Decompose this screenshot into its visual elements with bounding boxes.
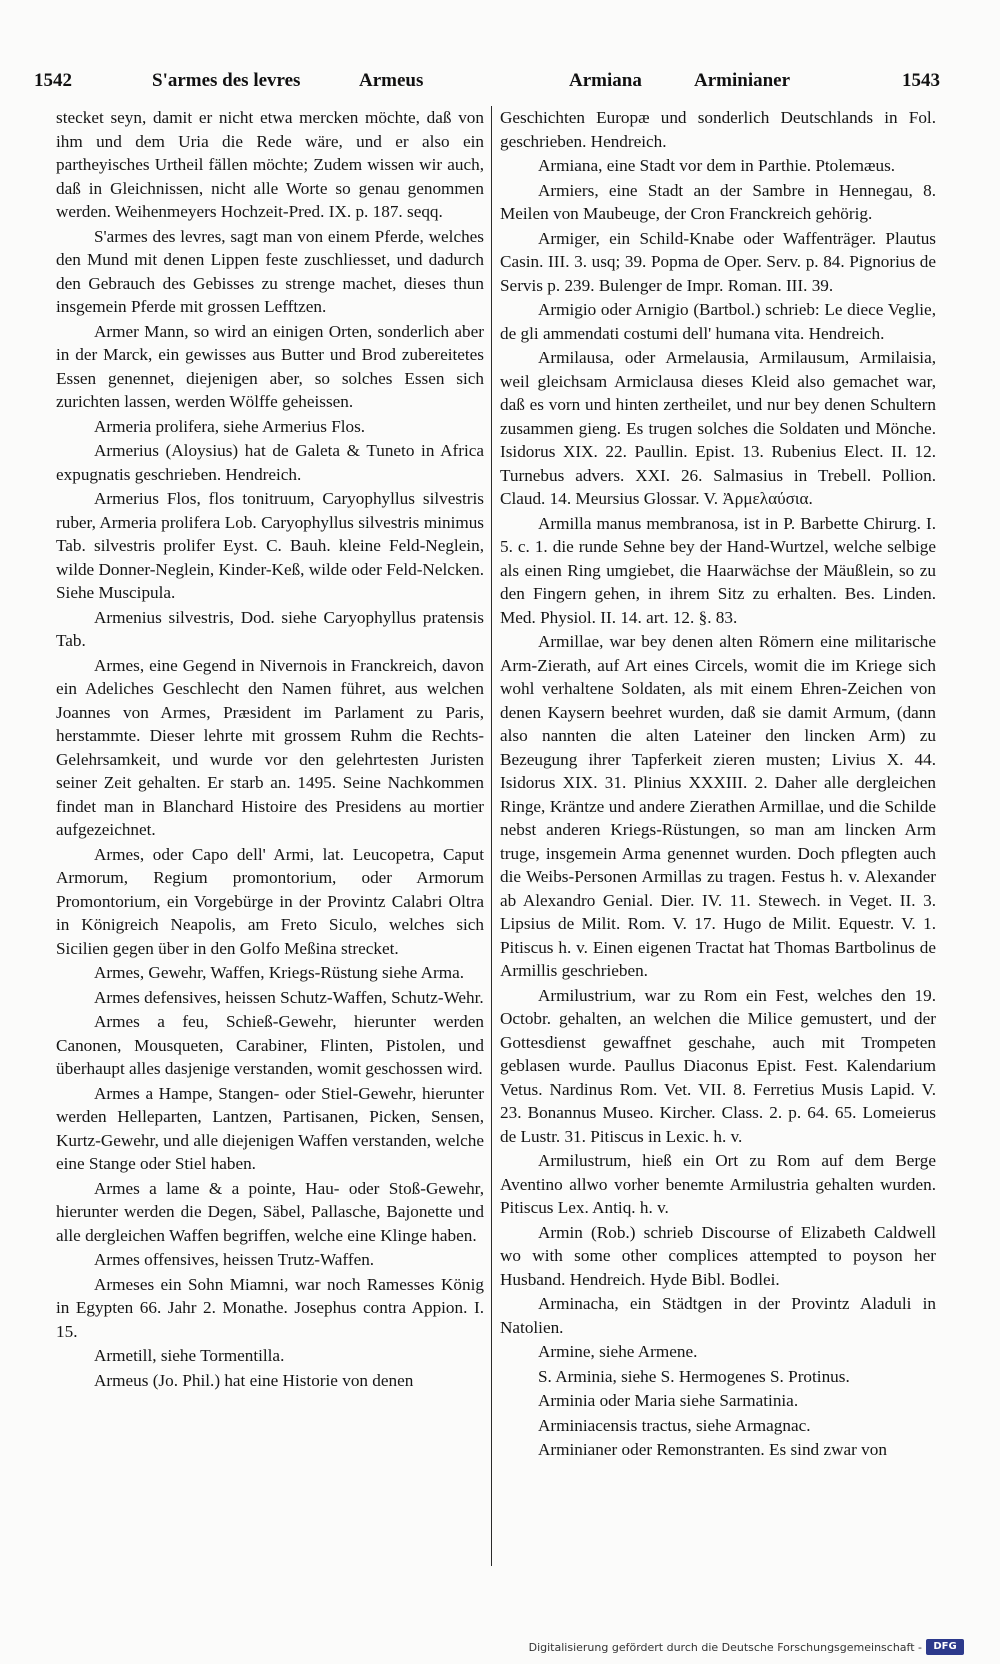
entry-paragraph: Armiger, ein Schild-Knabe oder Waffenträger. Plautus Casin. III. 3. usq; 39. Popma de Oper. Serv. p. 84. Pignorius de Servis p. 239. Bulenger de Impr. Roman. III. 39. [500,228,936,295]
entry-paragraph: Armiers, eine Stadt an der Sambre in Hennegau, 8. Meilen von Maubeuge, der Cron Franckreich gehörig. [500,180,936,223]
entry-paragraph: Arminia oder Maria siehe Sarmatinia. [538,1391,799,1410]
entry-paragraph: Armilustrium, war zu Rom ein Fest, welches den 19. Octobr. gehalten, an welchen die Milice gemustert, und der Gottesdienst gewaffnet geschahe, auch mit Trompeten geblasen wurde. Paullus Diaconus Epist. Fest. Kalendarium Vetus. Nardinus Rom. Vet. VII. 8. Ferretius Musis Lapid. V. 23. Bonannus Museo. Kircher. Class. 2. p. 64. 65. Lomeierus de Lustr. 31. Pitiscus in Lexic. h. v. [500,985,936,1146]
footer [528,1638,980,1660]
right-column [500,106,936,1596]
entry-paragraph: Armeria prolifera, siehe Armerius Flos. [94,416,366,436]
entry-paragraph: Arminiacensis tractus, siehe Armagnac. [538,1415,811,1435]
column-divider [491,106,492,1566]
entry-paragraph: S. Arminia, siehe S. Hermogenes S. Protinus. [538,1366,850,1386]
entry-paragraph: Arminianer oder Remonstranten. Es sind zwar von [538,1440,887,1459]
entry-paragraph: stecket seyn, damit er nicht etwa mercken möchte, daß von ihm und dem Uria die Rede wäre, und er also ein partheyisches Urtheil fällen möchte; Zudem wissen wir auch, daß in Gleichnissen, nicht alle Worte so genau genommen werden. Weihenmeyers Hochzeit-Pred. IX. p. 187. seqq. [56,108,484,221]
entry-paragraph: Armine, siehe Armene. [538,1342,698,1361]
entry-paragraph: Armes a feu, Schieß-Gewehr, hierunter werden Canonen, Mousqueten, Carabiner, Flinten, Pistolen, und überhaupt alles dasjenige verstanden, womit geschossen wird. [56,1012,484,1078]
entry-paragraph: Arminacha, ein Städtgen in der Provintz Aladuli in Natolien. [500,1294,936,1337]
entry-paragraph: Armes, eine Gegend in Nivernois in Franckreich, davon ein Adeliches Geschlecht den Namen führet, aus welchen Joannes von Armes, Præsident im Parlament zu Paris, herstammte. Dieser lehrte mit grossem Ruhm die Rechts-Gelehrsamkeit, und wurde vor den gelehrtesten Juristen seiner Zeit gehalten. Er starb an. 1495. Seine Nachkommen findet man in Blanchard Histoire des Presidens au mortier aufgezeichnet. [56,655,484,839]
entry-paragraph: Armerius Flos, flos tonitruum, Caryophyllus silvestris ruber, Armeria prolifera Lob. Caryophyllus silvestris minimus Tab. silvestris prolifer Eyst. C. Bauh. kleine Feld-Neglein, wilde Donner-Neglein, Kinder-Keß, wilde oder Feld-Nelcken. Siehe Muscipula. [56,489,484,602]
dfg-logo: DFG [926,1639,964,1655]
entry-paragraph: S'armes des levres, sagt man von einem Pferde, welches den Mund mit denen Lippen feste zuschliesset, und dadurch den Gebrauch des Gebisses zu strenge machet, dieses thun insgemein Pferde mit grossen Lefftzen. [56,226,484,316]
entry-paragraph: Armes a Hampe, Stangen- oder Stiel-Gewehr, hierunter werden Helleparten, Lantzen, Partisanen, Picken, Sensen, Kurtz-Gewehr, und alle diejenigen Waffen verstanden, welche eine Stange oder Stiel haben. [56,1083,484,1173]
entry-paragraph: Armes offensives, heissen Trutz-Waffen. [94,1250,375,1269]
entry-paragraph: Armeus (Jo. Phil.) hat eine Historie von denen [94,1370,414,1390]
running-head-left-a: S'armes des levres [152,70,301,91]
entry-paragraph: Armerius (Aloysius) hat de Galeta & Tuneto in Africa expugnatis geschrieben. Hendreich. [56,441,484,484]
left-column [56,106,484,1596]
entry-paragraph: Armenius silvestris, Dod. siehe Caryophyllus pratensis Tab. [56,607,484,650]
funding-note: Digitalisierung gefördert durch die Deutsche Forschungsgemeinschaft - [528,1641,922,1654]
entry-paragraph: Armilausa, oder Armelausia, Armilausum, Armilaisia, weil gleichsam Armiclausa dieses Kleid also gemachet war, daß es vorn und hinten zertheilet, und nur bey denen Schultern zusammen gieng. Es trugen solches die Soldaten und Mönche. Isidorus XIX. 22. Paullin. Epist. 13. Rubenius Elect. II. 12. Turnebus advers. XXI. 26. Salmasius in Trebell. Pollion. Claud. 14. Meursius Glossar. V. Ἀρμελαύσια. [500,348,936,508]
entry-paragraph: Armin (Rob.) schrieb Discourse of Elizabeth Caldwell wo with some other complices attempted to poyson her Husband. Hendreich. Hyde Bibl. Bodlei. [500,1222,936,1289]
entry-paragraph: Geschichten Europæ und sonderlich Deutschlands in Fol. geschrieben. Hendreich. [500,108,936,151]
running-head-right-a: Armiana [569,70,642,91]
page-number-right: 1543 [902,70,940,91]
running-head-right-b: Arminianer [694,70,791,91]
entry-paragraph: Armetill, siehe Tormentilla. [94,1346,285,1365]
page-header [34,62,966,102]
entry-paragraph: Armes, oder Capo dell' Armi, lat. Leucopetra, Caput Armorum, Regium promontorium, oder Armorum Promontorium, ein Vorgebürge in der Provintz Calabri Oltra in Königreich Neapolis, am Freto Siculo, welches sich Sicilien gegen über in den Golfo Meßina strecket. [56,844,484,958]
running-head-left-b: Armeus [359,70,424,91]
entry-paragraph: Armes a lame & a pointe, Hau- oder Stoß-Gewehr, hierunter werden die Degen, Säbel, Pallasche, Bajonette und alle dergleichen Waffen begriffen, welche eine Klinge haben. [56,1178,484,1245]
entry-paragraph: Armes, Gewehr, Waffen, Kriegs-Rüstung siehe Arma. [94,963,465,982]
entry-paragraph: Armeses ein Sohn Miamni, war noch Ramesses König in Egypten 66. Jahr 2. Monathe. Josephus contra Appion. I. 15. [56,1274,484,1341]
entry-paragraph: Armer Mann, so wird an einigen Orten, sonderlich aber in der Marck, ein gewisses aus Butter und Brod zubereitetes Essen genennet, diejenigen aber, so solches Essen sich zurichten lassen, werden Wölffe geheissen. [56,321,484,411]
page-number-left: 1542 [34,70,72,91]
entry-paragraph: Armillae, war bey denen alten Römern eine militarische Arm-Zierath, auf Art eines Circels, womit die im Kriege sich wohl verhaltene Soldaten, als mit einem Ehren-Zeichen von denen Kaysern beehret wurden, daß sie damit Armum, (dann also nannten die alten Lateiner den lincken Arm) zu Bezeugung ihrer Tapferkeit zieren musten; Livius X. 44. Isidorus XIX. 31. Plinius XXXIII. 2. Daher alle dergleichen Ringe, Kräntze und andere Zierathen Armillae, und die Schilde nebst anderen Kriegs-Rüstungen, so man am lincken Arm truge, insgemein Arma genennet wurden. Doch pflegten auch die Weibs-Personen Armillas zu tragen. Festus h. v. Alexander ab Alexandro Genial. Dier. IV. 11. Stewech. in Veget. II. 3. Lipsius de Milit. Rom. V. 17. Hugo de Milit. Equestr. V. 1. Pitiscus h. v. Einen eigenen Tractat hat Thomas Bartbolinus de Armillis geschrieben. [500,632,936,980]
entry-paragraph: Armes defensives, heissen Schutz-Waffen, Schutz-Wehr. [94,987,484,1007]
entry-paragraph: Armilla manus membranosa, ist in P. Barbette Chirurg. I. 5. c. 1. die runde Sehne bey der Hand-Wurtzel, welche selbige als einen Ring umgiebet, die Haarwächse der Mäußlein, so zu den Fingern gehen, in ihrem Sitz zu erhalten. Bes. Linden. Med. Physiol. II. 14. art. 12. §. 83. [500,513,936,627]
entry-paragraph: Armigio oder Arnigio (Bartbol.) schrieb: Le diece Veglie, de gli ammendati costumi dell' humana vita. Hendreich. [500,300,936,343]
entry-paragraph: Armiana, eine Stadt vor dem in Parthie. Ptolemæus. [538,156,896,175]
entry-paragraph: Armilustrum, hieß ein Ort zu Rom auf dem Berge Aventino allwo vorher benemte Armilustria gehalten wurden. Pitiscus Lex. Antiq. h. v. [500,1151,936,1217]
